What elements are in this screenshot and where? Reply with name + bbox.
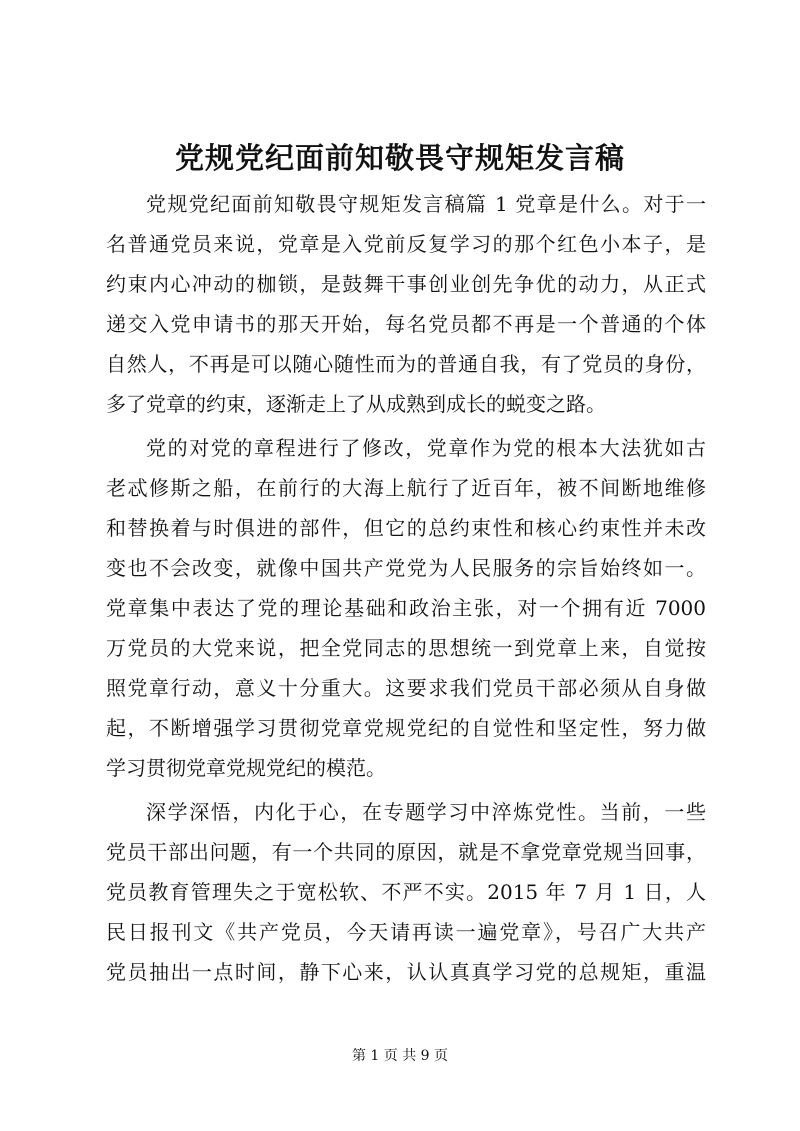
body-line: 党的对党的章程进行了修改，党章作为党的根本大法犹如古	[146, 436, 706, 460]
body-line: 党章集中表达了党的理论基础和政治主张，对一个拥有近 7000	[106, 596, 706, 620]
body-line: 深学深悟，内化于心，在专题学习中淬炼党性。当前，一些	[146, 800, 706, 824]
body-line: 自然人，不再是可以随心随性而为的普通自我，有了党员的身份，	[106, 352, 706, 376]
body-line: 万党员的大党来说，把全党同志的思想统一到党章上来，自觉按	[106, 636, 706, 660]
body-line: 老忒修斯之船，在前行的大海上航行了近百年，被不间断地维修	[106, 476, 706, 500]
body-line: 党员教育管理失之于宽松软、不严不实。2015 年 7 月 1 日，人	[106, 880, 706, 904]
body-line: 学习贯彻党章党规党纪的模范。	[106, 756, 386, 780]
document-title: 党规党纪面前知敬畏守规矩发言稿	[174, 141, 625, 175]
body-line: 民日报刊文《共产党员，今天请再读一遍党章》，号召广大共产	[106, 920, 706, 944]
body-line: 和替换着与时俱进的部件，但它的总约束性和核心约束性并未改	[106, 516, 706, 540]
body-line: 递交入党申请书的那天开始，每名党员都不再是一个普通的个体	[106, 312, 706, 336]
body-line: 党规党纪面前知敬畏守规矩发言稿篇 1 党章是什么。对于一	[146, 192, 706, 216]
body-line: 约束内心冲动的枷锁，是鼓舞干事创业创先争优的动力，从正式	[106, 272, 706, 296]
page-number: 第 1 页 共 9 页	[351, 1048, 449, 1064]
body-line: 党员干部出问题，有一个共同的原因，就是不拿党章党规当回事，	[106, 840, 706, 864]
body-line: 起，不断增强学习贯彻党章党规党纪的自觉性和坚定性，努力做	[106, 716, 706, 740]
body-line: 党员抽出一点时间，静下心来，认认真真学习党的总规矩，重温	[106, 960, 706, 984]
body-line: 照党章行动，意义十分重大。这要求我们党员干部必须从自身做	[106, 676, 706, 700]
body-line: 名普通党员来说，党章是入党前反复学习的那个红色小本子，是	[106, 232, 706, 256]
body-line: 多了党章的约束，逐渐走上了从成熟到成长的蜕变之路。	[106, 392, 606, 416]
body-line: 变也不会改变，就像中国共产党党为人民服务的宗旨始终如一。	[106, 556, 706, 580]
